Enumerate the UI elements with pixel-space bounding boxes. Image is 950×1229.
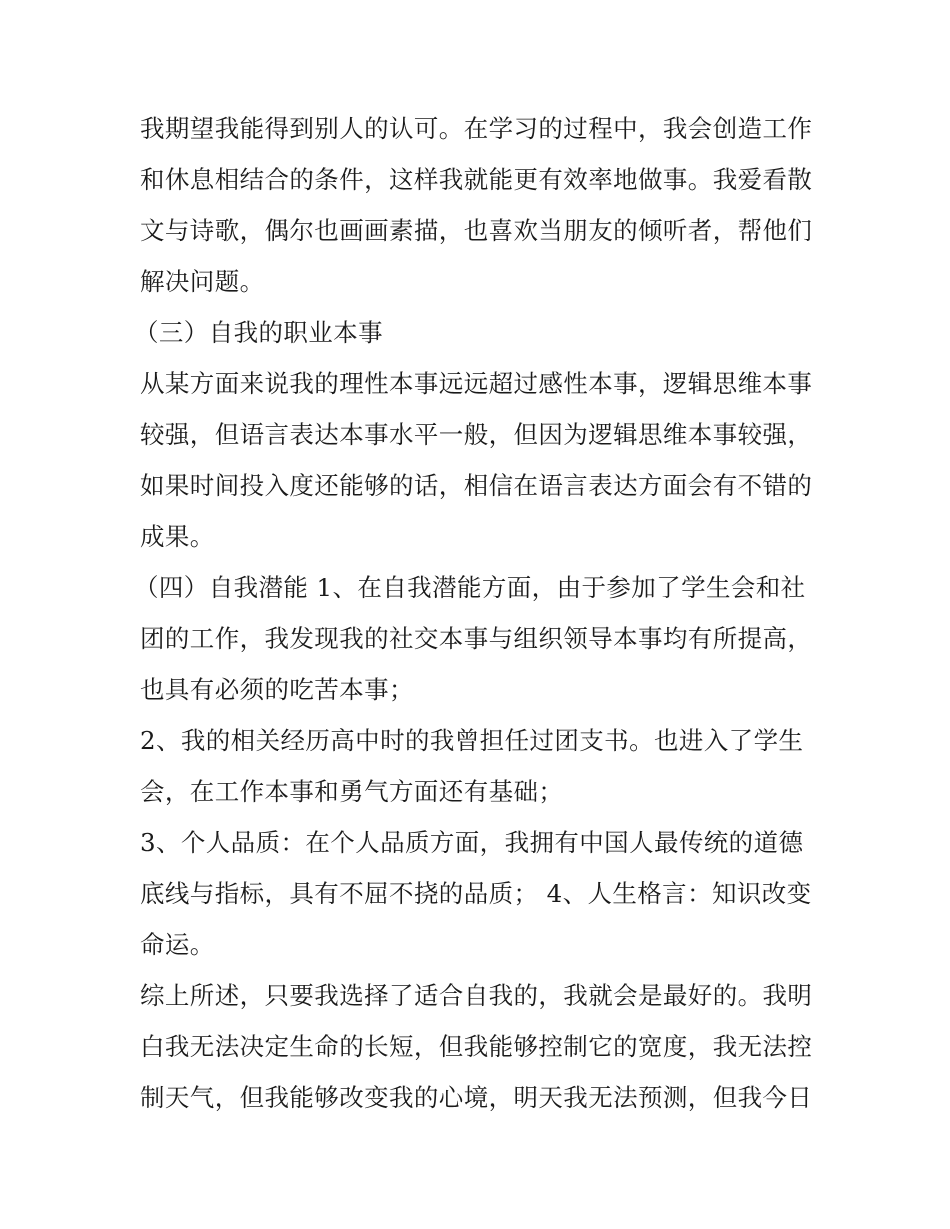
text-line: 白我无法决定生命的长短，但我能够控制它的宽度，我无法控 — [140, 1032, 813, 1061]
section-heading: （四）自我潜能 1、在自我潜能方面，由于参加了学生会和社 — [134, 573, 806, 602]
text-line: 和休息相结合的条件，这样我就能更有效率地做事。我爱看散 — [140, 165, 813, 194]
text-line: 综上所述，只要我选择了适合自我的，我就会是最好的。我明 — [140, 981, 813, 1010]
text-line: 也具有必须的吃苦本事； — [140, 675, 414, 704]
text-line: 2、我的相关经历高中时的我曾担任过团支书。也进入了学生 — [140, 726, 804, 755]
text-line: 如果时间投入度还能够的话，相信在语言表达方面会有不错的 — [140, 471, 813, 500]
text-line: 我期望我能得到别人的认可。在学习的过程中，我会创造工作 — [140, 114, 813, 143]
text-line: 团的工作，我发现我的社交本事与组织领导本事均有所提高， — [140, 624, 813, 653]
document-body — [134, 103, 830, 1123]
text-line: 3、个人品质：在个人品质方面，我拥有中国人最传统的道德 — [140, 828, 804, 857]
text-line: 解决问题。 — [140, 267, 265, 296]
text-line: 从某方面来说我的理性本事远远超过感性本事，逻辑思维本事 — [140, 369, 813, 398]
text-line: 较强，但语言表达本事水平一般，但因为逻辑思维本事较强， — [140, 420, 813, 449]
text-line: 底线与指标，具有不屈不挠的品质； 4、人生格言：知识改变 — [140, 879, 812, 908]
text-line: 制天气，但我能够改变我的心境，明天我无法预测，但我今日 — [140, 1083, 813, 1112]
text-line: 会，在工作本事和勇气方面还有基础； — [140, 777, 564, 806]
text-line: 成果。 — [140, 522, 215, 551]
section-heading: （三）自我的职业本事 — [134, 318, 383, 347]
text-line: 命运。 — [140, 930, 215, 959]
text-line: 文与诗歌，偶尔也画画素描，也喜欢当朋友的倾听者，帮他们 — [140, 216, 813, 245]
